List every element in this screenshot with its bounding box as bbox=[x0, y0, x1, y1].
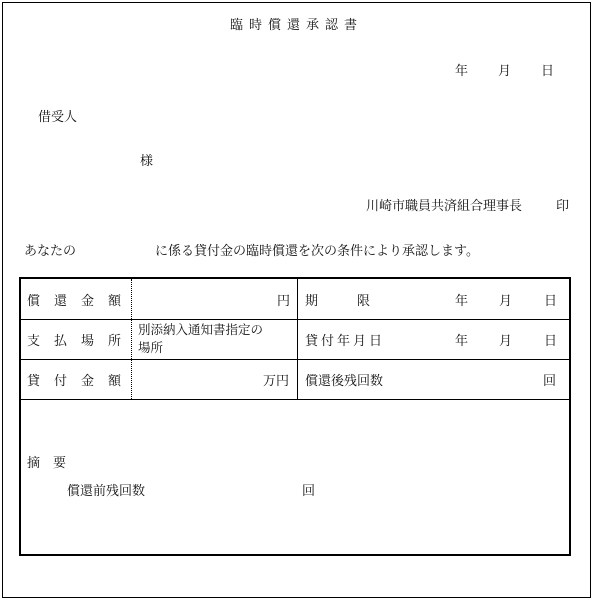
payment-place-label: 支払場所 bbox=[27, 334, 136, 349]
borrower-label: 借受人 bbox=[38, 110, 78, 125]
payment-place-value-line2: 場所 bbox=[138, 340, 164, 355]
remaining-before-label: 償還前残回数 bbox=[67, 484, 146, 499]
repay-amount-label: 償還金額 bbox=[27, 294, 136, 309]
conditions-table bbox=[19, 277, 571, 556]
body-prefix: あなたの bbox=[24, 244, 77, 259]
remaining-after-unit: 回 bbox=[543, 374, 557, 389]
row-divider bbox=[21, 399, 569, 400]
column-divider bbox=[297, 279, 298, 399]
seal-mark: 印 bbox=[556, 199, 570, 214]
remaining-before-unit: 回 bbox=[302, 484, 316, 499]
deadline-year: 年 bbox=[455, 294, 469, 309]
date-month: 月 bbox=[498, 64, 512, 79]
deadline-label: 期 限 bbox=[305, 294, 371, 309]
loan-date-month: 月 bbox=[499, 334, 513, 349]
repay-amount-unit: 円 bbox=[277, 294, 291, 309]
loan-date-day: 日 bbox=[544, 334, 558, 349]
loan-date-year: 年 bbox=[455, 334, 469, 349]
row-divider bbox=[21, 319, 569, 320]
deadline-day: 日 bbox=[544, 294, 558, 309]
loan-date-label: 貸付年月日 bbox=[305, 334, 386, 349]
document-title: 臨時償還承認書 bbox=[229, 18, 363, 33]
date-day: 日 bbox=[541, 64, 555, 79]
loan-amount-label: 貸付金額 bbox=[27, 374, 136, 389]
row-divider bbox=[21, 359, 569, 360]
deadline-month: 月 bbox=[499, 294, 513, 309]
body-text: に係る貸付金の臨時償還を次の条件により承認します。 bbox=[155, 244, 479, 259]
remarks-label: 摘 要 bbox=[27, 456, 67, 471]
payment-place-value-line1: 別添納入通知書指定の bbox=[138, 322, 264, 337]
remaining-after-label: 償還後残回数 bbox=[305, 374, 384, 389]
issuer-name: 川崎市職員共済組合理事長 bbox=[366, 199, 523, 214]
loan-amount-unit: 万円 bbox=[263, 374, 290, 389]
date-year: 年 bbox=[455, 64, 469, 79]
honorific: 様 bbox=[140, 154, 154, 169]
